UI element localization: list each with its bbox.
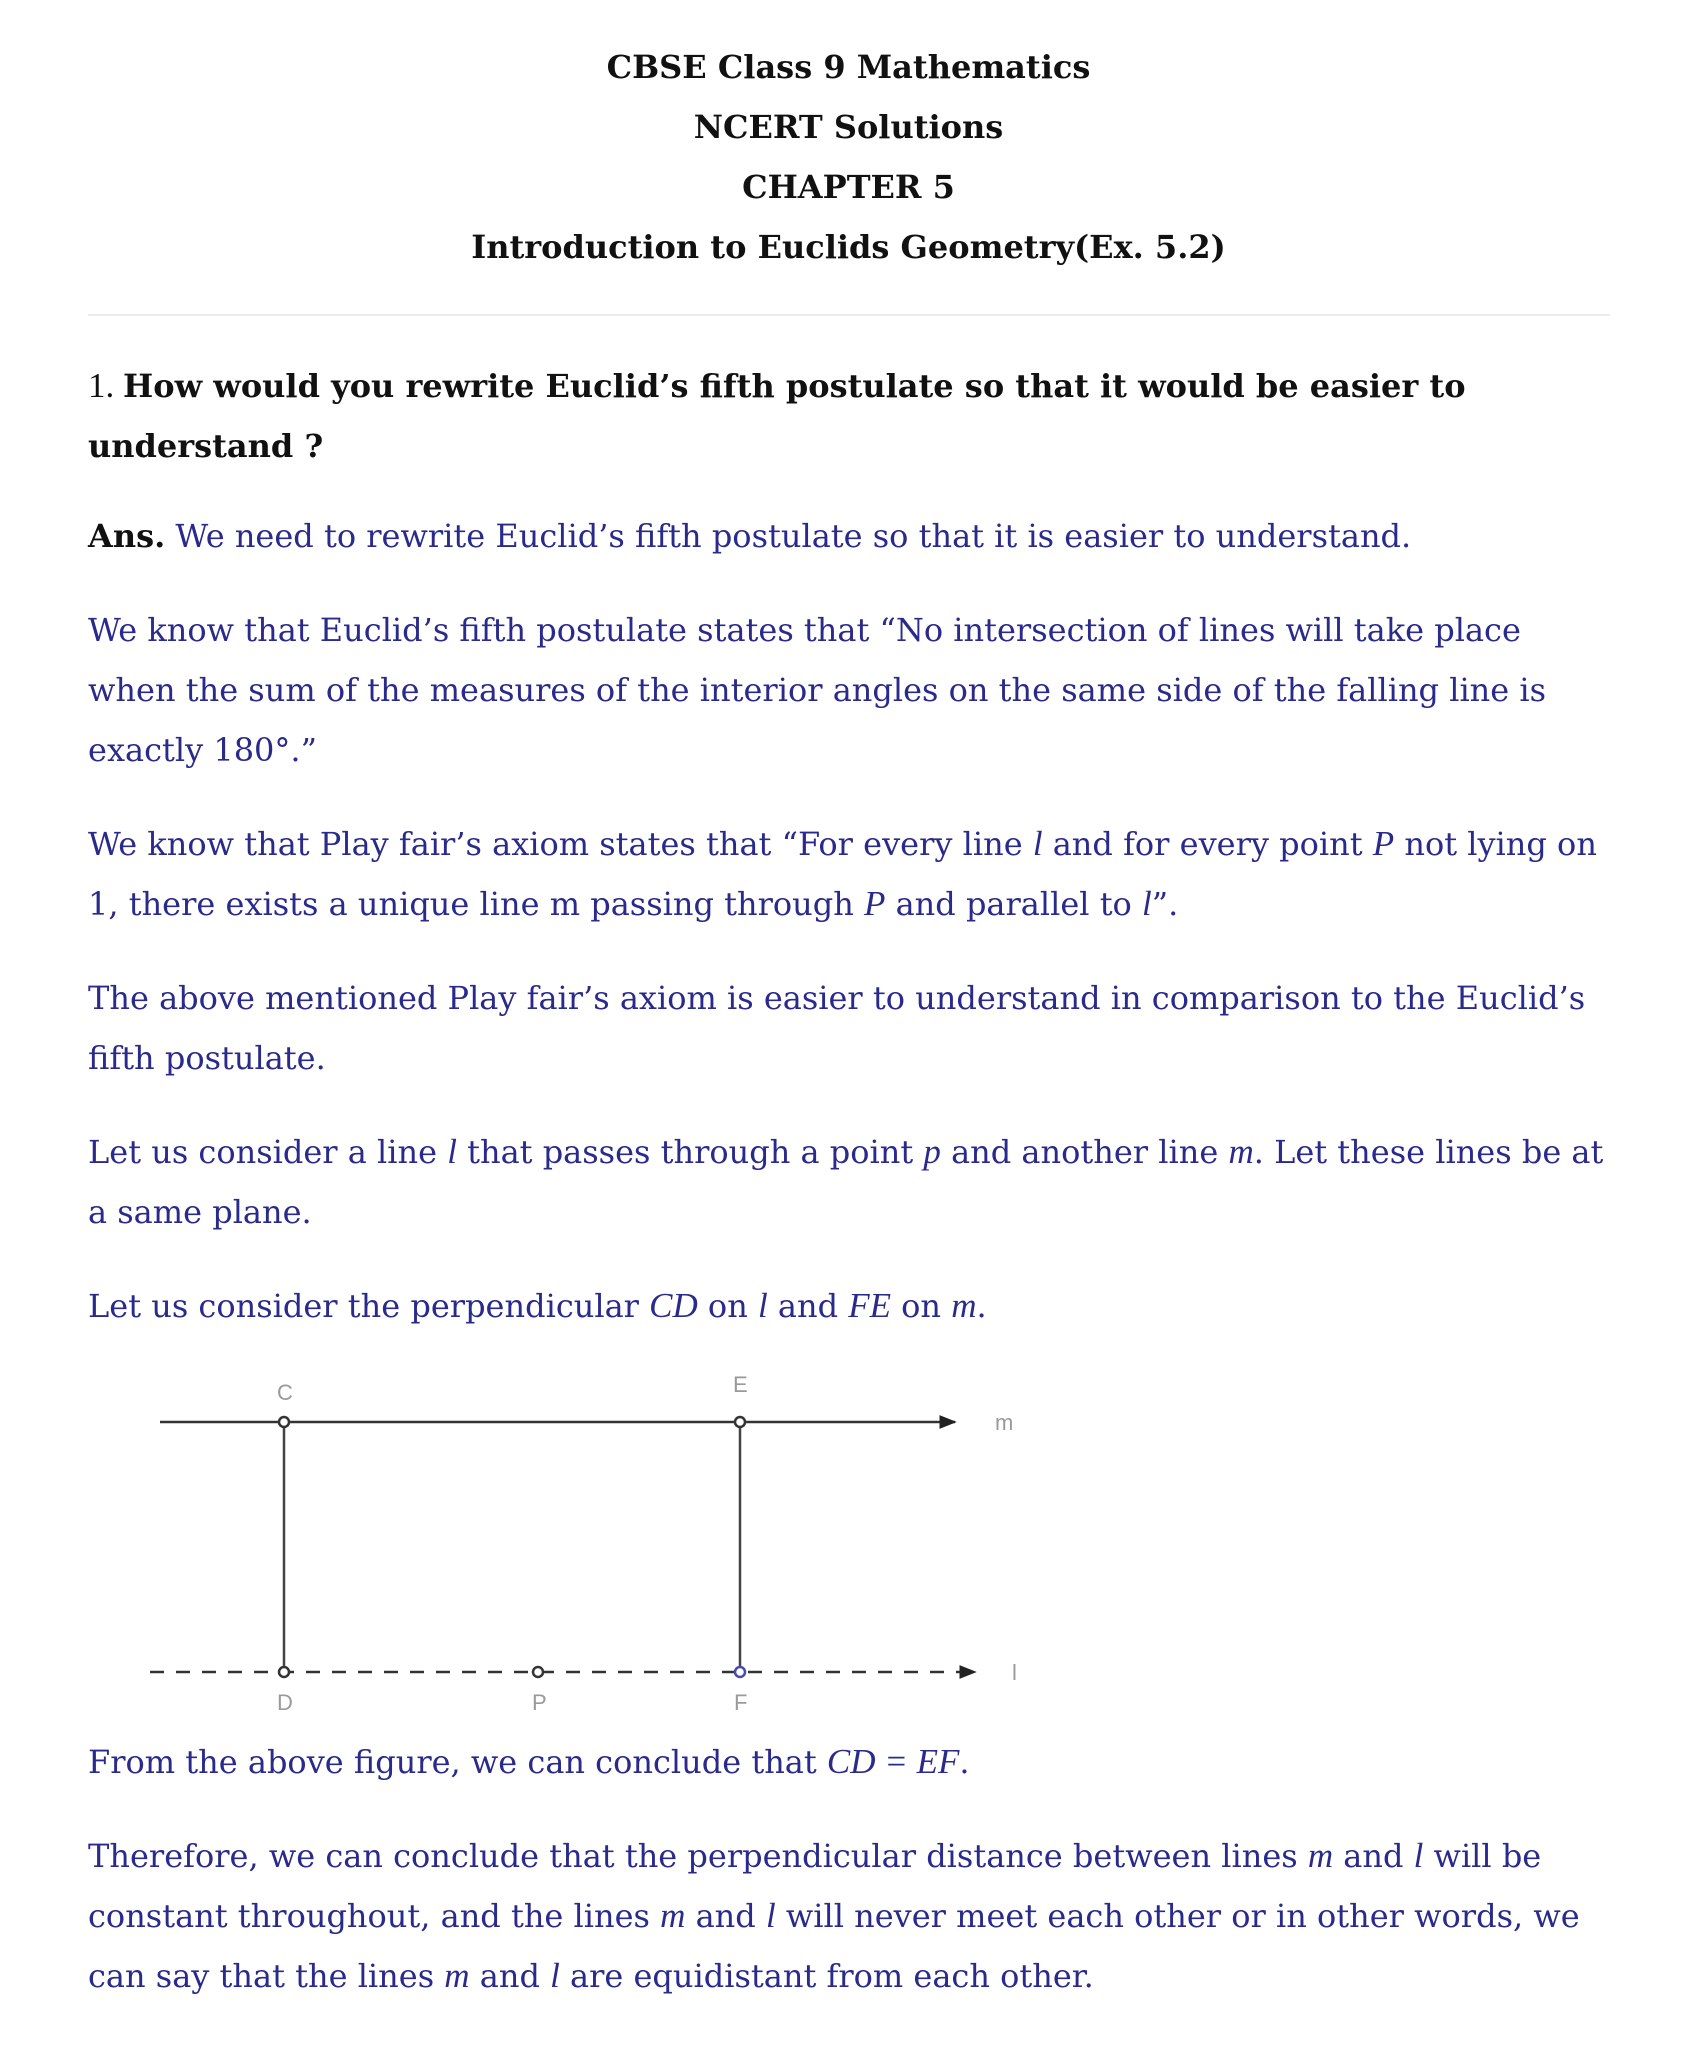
point-d [279, 1667, 289, 1677]
point-e [735, 1417, 745, 1427]
question-text-2: understand ? [88, 427, 324, 465]
label-e: E [733, 1372, 748, 1397]
point-f [735, 1667, 745, 1677]
label-f: F [734, 1690, 748, 1715]
doc-title: CBSE Class 9 Mathematics [606, 48, 1091, 86]
para3-line-1: We know that Play fair’s axiom states that “For every line l and for every point P not lying on [88, 824, 1597, 863]
answer-label: Ans. [88, 517, 166, 555]
para5-line-1: Let us consider a line l that passes through a point p and another line m. Let these lines be at [88, 1132, 1604, 1171]
answer-intro [88, 506, 1628, 566]
para3-line-2: 1, there exists a unique line m passing through P and parallel to l”. [88, 884, 1179, 923]
para2-line-3: exactly 180°.” [88, 731, 317, 769]
label-p: P [532, 1690, 547, 1715]
label-c: C [277, 1380, 293, 1405]
label-l: l [1012, 1660, 1017, 1685]
question-line-2 [88, 416, 1618, 476]
parallel-lines-figure [140, 1360, 1040, 1740]
para8-line-1: Therefore, we can conclude that the perpendicular distance between lines m and l will be [88, 1836, 1542, 1875]
chapter-title: Introduction to Euclids Geometry(Ex. 5.2) [471, 228, 1226, 266]
question-line-1 [88, 356, 1618, 416]
label-d: D [277, 1690, 293, 1715]
doc-subtitle: NCERT Solutions [693, 108, 1004, 146]
question-number: 1. [88, 366, 115, 405]
question-text-1: How would you rewrite Euclid’s fifth postulate so that it would be easier to [123, 367, 1466, 405]
point-p [533, 1667, 543, 1677]
para4-line-2: fifth postulate. [88, 1039, 326, 1077]
para7: From the above figure, we can conclude that CD = EF. [88, 1742, 970, 1781]
para5-line-2: a same plane. [88, 1193, 312, 1231]
point-c [279, 1417, 289, 1427]
chapter-label: CHAPTER 5 [742, 168, 955, 206]
para8-line-3: can say that the lines m and l are equidistant from each other. [88, 1956, 1094, 1995]
header-divider [88, 314, 1610, 316]
para6: Let us consider the perpendicular CD on l and FE on m. [88, 1286, 987, 1325]
para8-line-2: constant throughout, and the lines m and l will never meet each other or in other words, we [88, 1896, 1580, 1935]
para2-line-1: We know that Euclid’s fifth postulate states that “No intersection of lines will take place [88, 611, 1521, 649]
para2-line-2: when the sum of the measures of the interior angles on the same side of the falling line is [88, 671, 1547, 709]
label-m: m [995, 1410, 1014, 1435]
para4-line-1: The above mentioned Play fair’s axiom is easier to understand in comparison to the Euclid’s [88, 979, 1586, 1017]
answer-intro-text: We need to rewrite Euclid’s fifth postulate so that it is easier to understand. [175, 517, 1412, 555]
